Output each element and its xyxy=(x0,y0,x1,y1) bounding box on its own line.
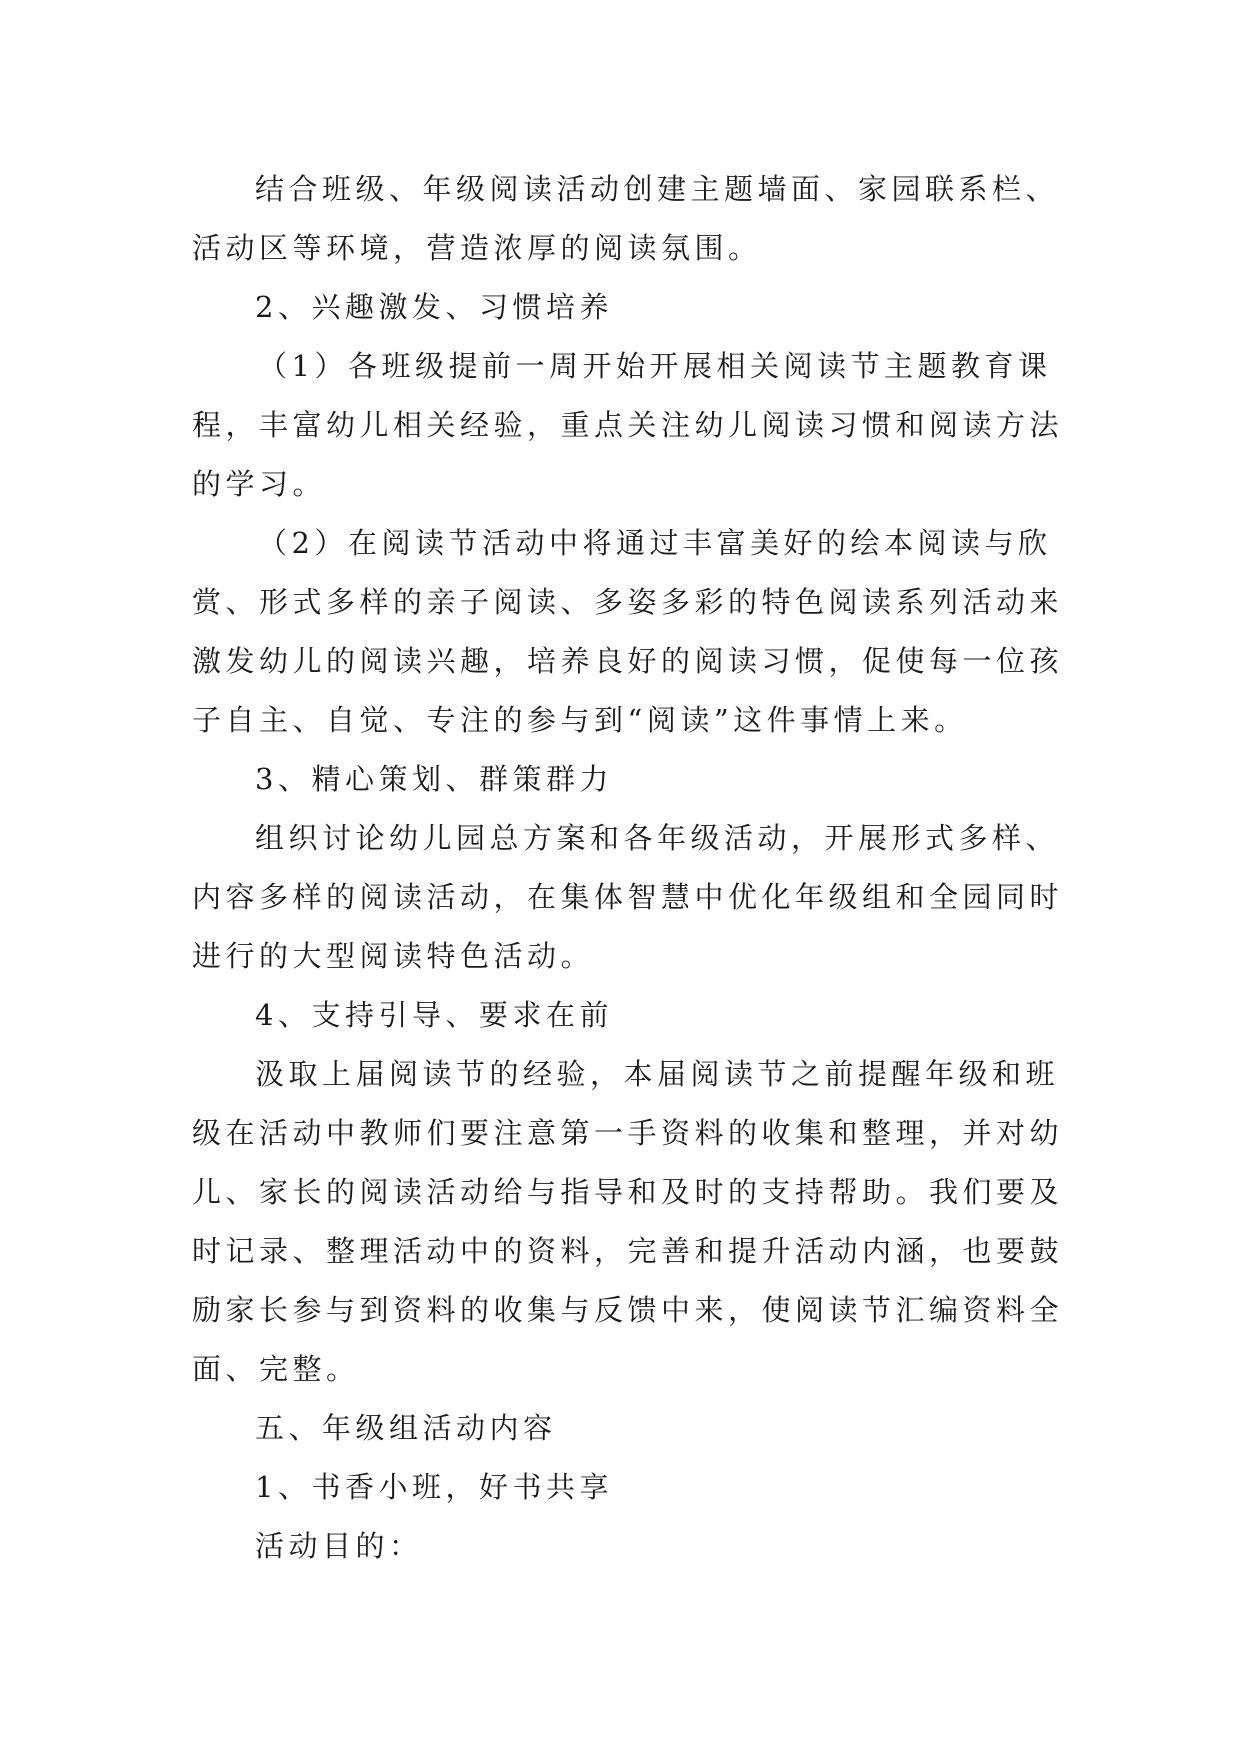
paragraph-line: 程，丰富幼儿相关经验，重点关注幼儿阅读习惯和阅读方法 xyxy=(192,408,1064,442)
paragraph-line: （2）在阅读节活动中将通过丰富美好的绘本阅读与欣 xyxy=(258,526,1052,560)
paragraph-line: 汲取上届阅读节的经验，本届阅读节之前提醒年级和班 xyxy=(255,1057,1060,1091)
paragraph-line: 儿、家长的阅读活动给与指导和及时的支持帮助。我们要及 xyxy=(192,1175,1064,1209)
section-heading: 3、精心策划、群策群力 xyxy=(255,762,613,796)
paragraph-line: 面、完整。 xyxy=(192,1352,360,1386)
paragraph-line: 活动目的： xyxy=(255,1529,423,1563)
paragraph-line: 的学习。 xyxy=(192,467,327,501)
paragraph-line: 赏、形式多样的亲子阅读、多姿多彩的特色阅读系列活动来 xyxy=(192,585,1064,619)
paragraph-line: 组织讨论幼儿园总方案和各年级活动，开展形式多样、 xyxy=(255,821,1060,855)
section-heading: 4、支持引导、要求在前 xyxy=(255,998,613,1032)
paragraph-line: 子自主、自觉、专注的参与到“阅读”这件事情上来。 xyxy=(192,703,968,737)
section-heading: 五、年级组活动内容 xyxy=(255,1411,557,1445)
paragraph-line: 结合班级、年级阅读活动创建主题墙面、家园联系栏、 xyxy=(255,172,1060,206)
paragraph-line: 进行的大型阅读特色活动。 xyxy=(192,939,595,973)
paragraph-line: （1）各班级提前一周开始开展相关阅读节主题教育课 xyxy=(258,349,1052,383)
section-heading: 1、书香小班，好书共享 xyxy=(255,1470,613,1504)
paragraph-line: 级在活动中教师们要注意第一手资料的收集和整理，并对幼 xyxy=(192,1116,1064,1150)
paragraph-line: 活动区等环境，营造浓厚的阅读氛围。 xyxy=(192,231,762,265)
paragraph-line: 激发幼儿的阅读兴趣，培养良好的阅读习惯，促使每一位孩 xyxy=(192,644,1064,678)
paragraph-line: 励家长参与到资料的收集与反馈中来，使阅读节汇编资料全 xyxy=(192,1293,1064,1327)
section-heading: 2、兴趣激发、习惯培养 xyxy=(255,290,613,324)
paragraph-line: 时记录、整理活动中的资料，完善和提升活动内涵，也要鼓 xyxy=(192,1234,1064,1268)
paragraph-line: 内容多样的阅读活动，在集体智慧中优化年级组和全园同时 xyxy=(192,880,1064,914)
